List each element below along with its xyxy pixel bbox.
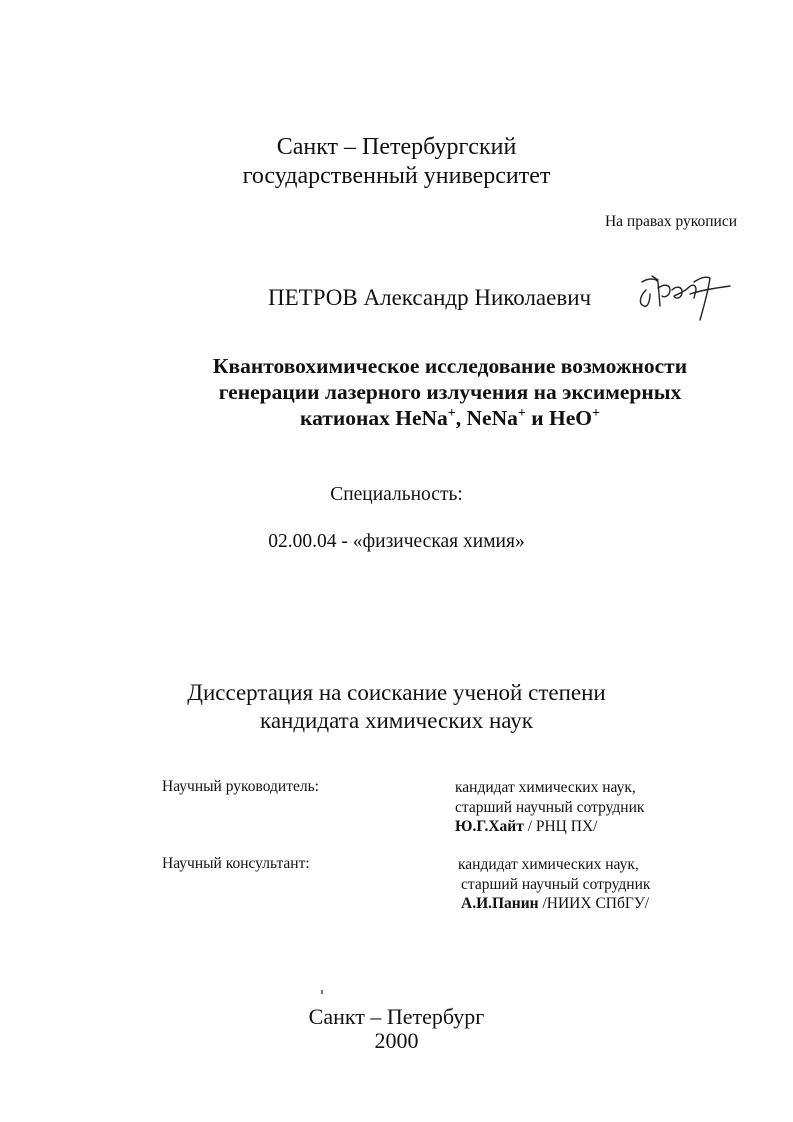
supervisor-name-line: [455, 817, 644, 837]
title-line-1: Квантовохимическое исследование возможности: [212, 354, 688, 378]
cation-heo-charge: +: [592, 406, 600, 421]
consultant-affiliation: /НИИХ СПбГУ/: [538, 895, 650, 912]
title-line-2: генерации лазерного излучения на эксимерных: [218, 380, 682, 404]
consultant-degree: кандидат химических наук,: [458, 856, 639, 873]
degree-statement: [0, 679, 793, 735]
publication-place: [0, 1005, 793, 1053]
supervisor-name: Ю.Г.Хайт: [455, 818, 524, 835]
footer-year: 2000: [374, 1028, 419, 1053]
manuscript-rights: На правах рукописи: [604, 213, 737, 230]
title-conjunction: и: [525, 406, 549, 430]
cation-nena: NeNa: [466, 406, 518, 430]
author-name: ПЕТРОВ Александр Николаевич: [268, 285, 592, 310]
specialty-value: 02.00.04 - «физическая химия»: [268, 531, 525, 552]
cation-hena: HeNa: [395, 406, 448, 430]
scan-speck: [321, 990, 323, 994]
specialty-label: Специальность:: [330, 484, 463, 505]
cation-nena-charge: +: [517, 406, 526, 421]
supervisor-affiliation: / РНЦ ПХ/: [523, 818, 598, 835]
cation-hena-charge: +: [447, 406, 456, 421]
supervisor-info: [455, 778, 644, 837]
supervisor-role: Научный руководитель:: [162, 778, 319, 795]
supervisor-position: старший научный сотрудник: [455, 798, 645, 816]
title-line-3: [150, 405, 750, 431]
consultant-name: А.И.Панин: [461, 895, 539, 912]
title-line-3-prefix: катионах: [300, 406, 396, 430]
degree-line-1: Диссертация на соискание ученой степени: [187, 680, 606, 705]
consultant-name-line: [458, 894, 650, 914]
cation-heo: HeO: [549, 406, 592, 430]
title-separator: ,: [455, 406, 467, 430]
degree-line-2: кандидата химических наук: [260, 708, 533, 733]
dissertation-title: [150, 353, 750, 431]
consultant-position: старший научный сотрудник: [461, 875, 651, 893]
consultant-role: Научный консультант:: [162, 855, 310, 872]
university-line-2: государственный университет: [242, 163, 551, 189]
footer-city: Санкт – Петербург: [308, 1004, 485, 1029]
university-line-1: Санкт – Петербургский: [276, 134, 517, 160]
university-name: [0, 133, 793, 191]
author-signature: [630, 268, 735, 326]
consultant-info: [458, 855, 650, 914]
supervisor-degree: кандидат химических наук,: [455, 779, 636, 796]
